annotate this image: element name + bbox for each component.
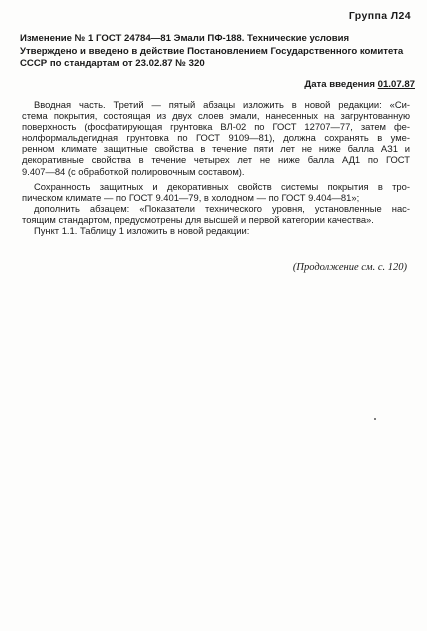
body-line: пическом климате — по ГОСТ 9.401—79, в холодном — по ГОСТ 9.404—81»; <box>22 191 360 203</box>
body-line: дополнить абзацем: «Показатели технического уровня, установленные нас- <box>34 202 410 214</box>
body-line: поверхность (фосфатирующая грунтовка ВЛ-02 по ГОСТ 12707—77, затем фе- <box>22 121 410 133</box>
scan-speck <box>374 418 376 420</box>
body-line: Пункт 1.1. Таблицу 1 изложить в новой редакции: <box>34 225 250 237</box>
document-body <box>22 99 410 236</box>
effective-date-value: 01.07.87 <box>377 79 415 90</box>
group-code: Группа Л24 <box>348 10 411 22</box>
body-line: нолформальдегидная грунтовка по ГОСТ 9109—81), должна сохранять в уме- <box>22 132 410 144</box>
effective-date-label: Дата введения <box>304 79 375 90</box>
body-line: ренном климате защитные свойства в течение пяти лет не ниже балла АЗ1 и <box>22 143 410 155</box>
approval-line-2: СССР по стандартам от 23.02.87 № 320 <box>20 58 205 69</box>
body-line: 9.407—84 (с обработкой полировочным составом). <box>22 165 245 177</box>
document-title: Изменение № 1 ГОСТ 24784—81 Эмали ПФ-188. Технические условия <box>20 33 350 44</box>
approval-statement <box>20 46 412 70</box>
approval-line-1: Утверждено и введено в действие Постановлением Государственного комитета <box>20 46 404 57</box>
body-line: стема покрытия, состоящая из двух слоев эмали, нанесенных на загрунтованную <box>22 110 410 122</box>
effective-date <box>304 79 415 90</box>
body-line: Вводная часть. Третий — пятый абзацы изложить в новой редакции: «Си- <box>34 99 410 110</box>
continuation-note: (Продолжение см. с. 120) <box>292 262 407 273</box>
body-line: тоящим стандартом, предусмотрены для высшей и первой категории качества». <box>22 213 374 225</box>
body-line: Сохранность защитных и декоративных свойств системы покрытия в тро- <box>34 180 410 192</box>
body-line: декоративные свойства в течение четырех лет не ниже балла АД1 по ГОСТ <box>22 154 410 166</box>
